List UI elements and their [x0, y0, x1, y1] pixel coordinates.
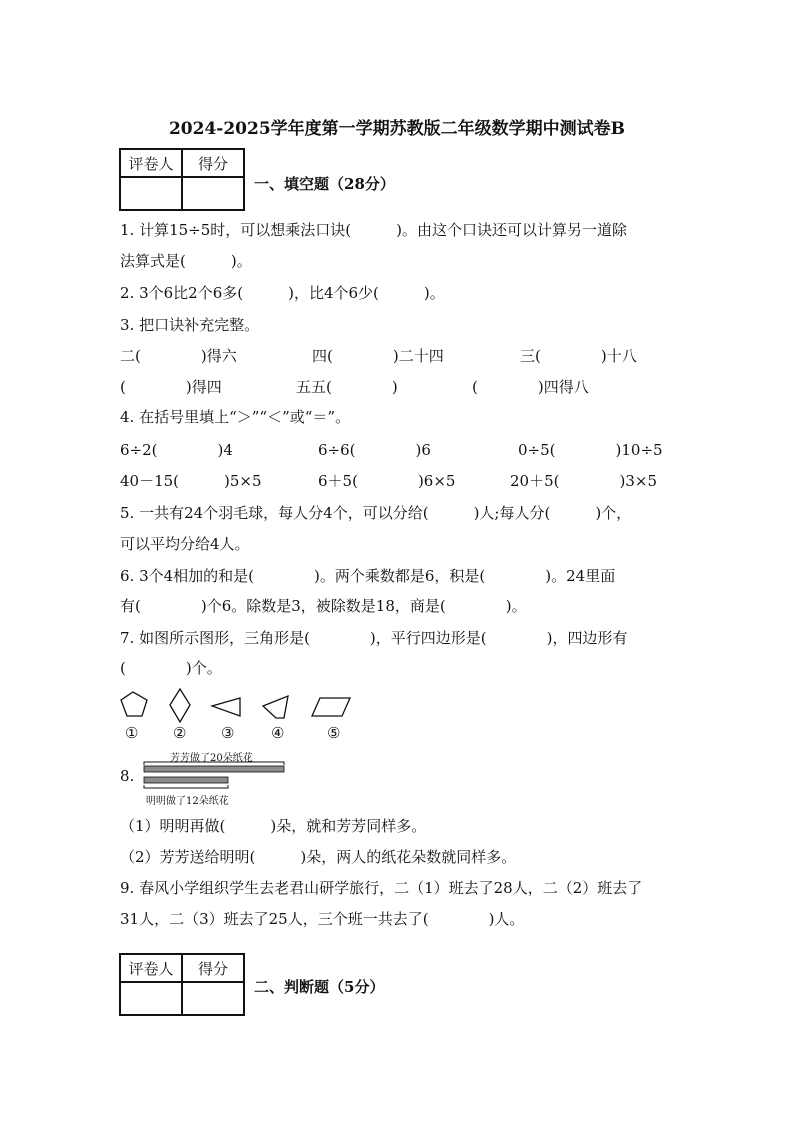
q8-sub2: （2）芳芳送给明明( )朵，两人的纸花朵数就同样多。 [120, 848, 517, 866]
grader-label: 评卷人 [120, 954, 182, 982]
q1-line1: 1. 计算15÷5时，可以想乘法口诀( )。由这个口诀还可以计算另一道除 [120, 221, 627, 239]
q3-item: 二( )得六 [120, 347, 237, 365]
q4-item: 6÷6( )6 [318, 441, 431, 459]
grader-cell[interactable] [120, 982, 182, 1015]
q8-top-label: 芳芳做了20朵纸花 [170, 753, 253, 764]
shape-4-quadrilateral [263, 696, 288, 718]
grader-cell[interactable] [120, 177, 182, 210]
score-label: 得分 [182, 954, 244, 982]
q3-line1: 3. 把口诀补充完整。 [120, 316, 260, 334]
q4-item: 40－15( )5×5 [120, 472, 262, 490]
shapes-figure [118, 688, 358, 740]
score-table-1 [119, 148, 245, 211]
q8-bottom-label: 明明做了12朵纸花 [146, 796, 229, 807]
q4-item: 20＋5( )3×5 [510, 472, 657, 490]
q3-item: ( )得四 [120, 378, 222, 396]
q8-bottom-brace [144, 785, 228, 788]
shape-1-pentagon [121, 692, 147, 716]
shape-label: ⑤ [327, 724, 341, 742]
score-table-2 [119, 953, 245, 1016]
q8-sub1: （1）明明再做( )朵，就和芳芳同样多。 [120, 817, 427, 835]
q5-line2: 可以平均分给4人。 [120, 535, 250, 553]
q6-line2: 有( )个6。除数是3，被除数是18，商是( )。 [120, 597, 527, 615]
q8-top-brace [144, 762, 284, 765]
score-cell[interactable] [182, 982, 244, 1015]
q9-line2: 31人，二（3）班去了25人，三个班一共去了( )人。 [120, 910, 525, 928]
q9-line1: 9. 春风小学组织学生去老君山研学旅行，二（1）班去了28人，二（2）班去了 [120, 879, 643, 897]
q4-line1: 4. 在括号里填上“＞”“＜”或“＝”。 [120, 408, 351, 426]
page-title: 2024-2025学年度第一学期苏教版二年级数学期中测试卷B [168, 119, 626, 139]
shape-label: ① [125, 724, 139, 742]
q4-item: 0÷5( )10÷5 [518, 441, 663, 459]
shape-3-triangle [212, 698, 240, 716]
q1-line2: 法算式是( )。 [120, 252, 252, 270]
q3-item: ( )四得八 [472, 378, 589, 396]
section-1-heading: 一、填空题（28分） [254, 175, 395, 193]
q3-item: 四( )二十四 [312, 347, 444, 365]
shape-label: ③ [221, 724, 235, 742]
q7-line1: 7. 如图所示图形，三角形是( )，平行四边形是( )，四边形有 [120, 629, 628, 647]
q8-bottom-bar [144, 777, 228, 783]
shape-label: ④ [271, 724, 285, 742]
q3-item: 五五( ) [296, 378, 398, 396]
shape-2-rhombus [170, 689, 190, 722]
q8-number: 8. [120, 767, 135, 785]
q6-line1: 6. 3个4相加的和是( )。两个乘数都是6，积是( )。24里面 [120, 567, 616, 585]
q7-line2: ( )个。 [120, 659, 222, 677]
q4-item: 6＋5( )6×5 [318, 472, 456, 490]
score-label: 得分 [182, 149, 244, 177]
shape-label: ② [173, 724, 187, 742]
q3-item: 三( )十八 [520, 347, 637, 365]
q8-bar-diagram [140, 758, 290, 794]
q2-line1: 2. 3个6比2个6多( )，比4个6少( )。 [120, 284, 445, 302]
section-2-heading: 二、判断题（5分） [254, 978, 385, 996]
score-cell[interactable] [182, 177, 244, 210]
q5-line1: 5. 一共有24个羽毛球，每人分4个，可以分给( )人;每人分( )个， [120, 504, 632, 522]
shape-5-parallelogram [312, 698, 350, 716]
grader-label: 评卷人 [120, 149, 182, 177]
q8-top-bar [144, 766, 284, 772]
q4-item: 6÷2( )4 [120, 441, 233, 459]
